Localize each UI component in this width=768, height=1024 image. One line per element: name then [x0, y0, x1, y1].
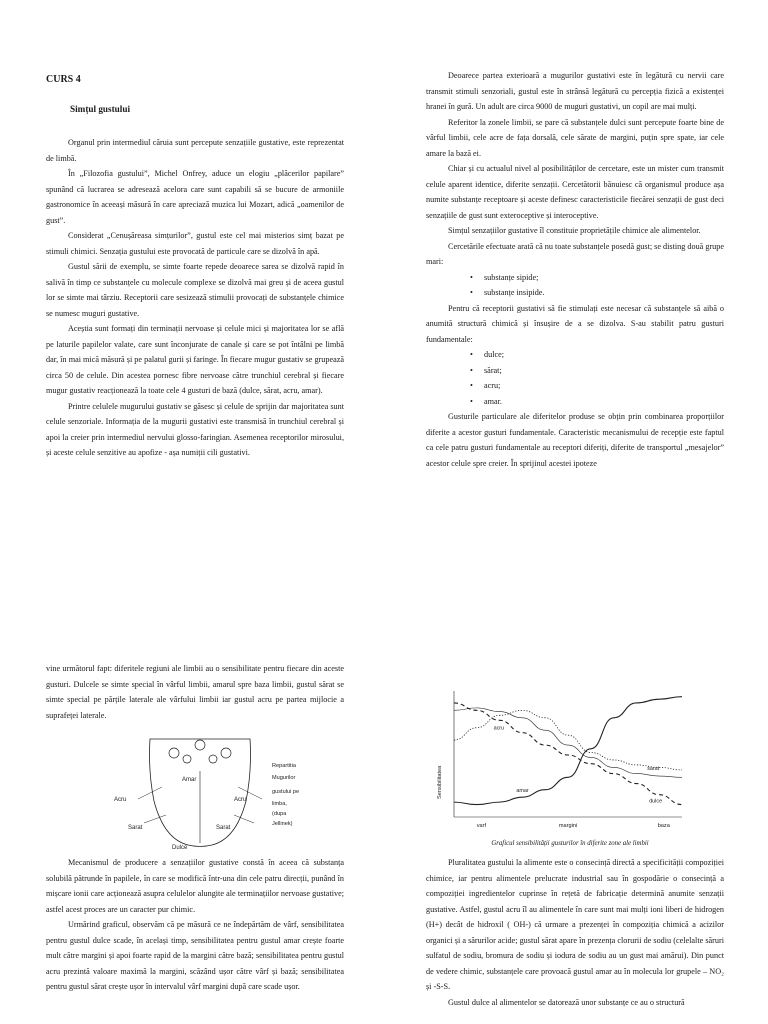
- paragraph: Mecanismul de producere a senzațiilor gustative constă în aceea că substanța solubilă pătrunde în papilele, în care se modifică într-una din cele patru direcții, punând în mișcare ionii care acționează asupra celulelor alungite ale terminațiilor nervoase gustative; astfel acest proces are un caracter pur chimic.: [46, 858, 344, 914]
- series-label-amar: amar: [516, 788, 529, 795]
- paragraph: Pluralitatea gustului la alimente este o consecință directă a specificității compoziției chimice, iar pentru alimentele prelucrate industrial sau în gospodărie o consecință a compoziției ingredientelor cuprinse în rețetă de fabricație determină anumite senzații gustative. Astfel, gustul acru îl au alimentele în care sunt mai mulți ioni liberi de hidrogen (H+) decât de hidroxil ( OH-) că urmare a prezenței în compoziția chimică a acizilor organici și a sărurilor acide; gustul sărat apare în prezența clorurii de sodiu (celelalte săruri sulfatul de sodiu, bromura de sodiu și iodura de sodiu au un gust mai amărui). Din punct de vedere chimic, substanțele care provoacă gustul amar au în molecula lor grupele – NO₂ și -S-S.: [426, 858, 724, 991]
- lead-line: [144, 815, 166, 823]
- x-tick-label: baza: [657, 823, 670, 829]
- lead-line: [234, 815, 254, 823]
- paragraph: Chiar și cu actualul nivel al posibilităților de cercetare, este un mister cum transmit celule aparent identice, diferite senzații. Cercetătorii bănuiesc că organismul produce așa numite substanțe receptoare și aceste definesc caracteristicile fiecărei senzații de gust deci senzațiile de gust sunt exteroceptive și interoceptive.: [426, 164, 724, 220]
- lead-line: [138, 787, 162, 799]
- taste-bud-circles: [169, 740, 231, 763]
- label-sarat-right: Sarat: [216, 825, 231, 831]
- series-label-dulce: dulce: [649, 798, 663, 805]
- label-acru-right: Acru: [234, 797, 247, 803]
- chart-caption: Graficul sensibilității gusturilor în diferite zone ale limbii: [491, 840, 649, 847]
- label-amar: Amar: [182, 777, 197, 783]
- paragraph: Deoarece partea exterioară a mugurilor gustativi este în legătură cu nervii care transmit stimuli senzoriali, gustul este în strânsă legătură cu percepția fizică a existenței hranei în gură. Un adult are circa 9000 de muguri gustativi, un copil are mai mulți.: [426, 71, 724, 111]
- list-item: • substanțe sipide;: [484, 270, 724, 286]
- list-item: • dulce;: [484, 347, 724, 363]
- paragraph: Referitor la zonele limbii, se pare că substanțele dulci sunt percepute foarte bine de vârful limbii, cele acre de fața dorsală, cele sărate de margini, puțin spre spate, iar cele amare la bază ei.: [426, 117, 724, 158]
- paragraph: Urmărind graficul, observăm că pe măsură ce ne îndepărtăm de vârf, sensibilitatea pentru gustul dulce scade, în același timp, sensibilitatea pentru gustul amar crește foarte mult către margini și apoi foarte rapid de la margini către bază; sensibilitatea pentru gustul acru prezintă valoare maximă la margini, scăzând ușor către vârf și bază; sensibilitatea pentru gustul sărat crește ușor în intervalul vârf margini după care scade ușor.: [46, 920, 344, 991]
- y-axis-label: Sensibilitatea: [437, 765, 443, 799]
- series-line-acru: [454, 710, 682, 773]
- substance-groups-list: [426, 270, 724, 301]
- course-title: CURS 4: [46, 74, 81, 85]
- paragraph: Pentru că receptorii gustativi să fie stimulați este necesar că substanțele să aibă o anumită structură chimică și însușire de a se dizolva. S-au stabilit patru gusturi fundamentale:: [426, 303, 724, 344]
- sensitivity-chart: [432, 687, 700, 837]
- page-2: [0, 655, 768, 1024]
- paragraph: Printre celulele mugurului gustativ se găsesc și celule de sprijin dar majoritatea sunt celule senzoriale. Informația de la mugurii gustativi este transmisă în trunchiul cerebral și apoi la creier prin intermediul nervului glosso-faringian. Asemenea receptorilor mirosului, și aceste celule senzitive au apofize - așa numiții cili gustativi.: [46, 401, 344, 457]
- paragraph: Considerat „Cenușăreasa simțurilor”, gustul este cel mai misterios simț bazat pe stimuli chimici. Senzația gustului este provocată de particule care se dizolvă în apă.: [46, 231, 344, 256]
- paragraph: vine următorul fapt: diferitele regiuni ale limbii au o sensibilitate pentru fiecare din aceste gusturi. Dulcele se simte special în vârful limbii, amarul spre baza limbii, gustul sărat se simte special pe părțile laterale ale vârfului limbii iar gustul acru pe partea mijlocie a suprafeței laterale.: [46, 664, 344, 720]
- paragraph: Aceștia sunt formați din terminații nervoase și celule mici și majoritatea lor se află pe laturile papilelor valate, care sunt înconjurate de canale și care se pot întâlni pe limbă dar, în mai mică măsură și pe palatul gurii și faringe. În fiecare mugur gustativ se grupează circa 50 de celule. Din acestea pornesc fibre nervoase către trunchiul cerebral și fiecare mugur gustativ reacționează la toate cele 4 gusturi de bază (dulce, sărat, acru, amar).: [46, 324, 344, 395]
- x-tick-label: varf: [476, 823, 487, 829]
- series-label-acru: acru: [493, 725, 505, 732]
- paragraph: Organul prin intermediul căruia sunt percepute senzațiile gustative, este reprezentat de limbă.: [46, 138, 344, 163]
- tastes-list: [426, 347, 724, 409]
- label-acru-left: Acru: [114, 797, 127, 803]
- list-item: • sărat;: [484, 363, 724, 379]
- page1-left-column: [46, 72, 344, 461]
- taste-bud: [209, 755, 217, 763]
- paragraph: Simțul senzațiilor gustative îl constituie proprietățile chimice ale alimentelor.: [448, 226, 701, 235]
- list-item: • substanțe insipide.: [484, 285, 724, 301]
- paragraph: Gustul dulce al alimentelor se datorează unor substanțe ce au o structură: [448, 997, 685, 1007]
- taste-bud: [183, 755, 191, 763]
- legend-line: Repartitia: [272, 763, 296, 769]
- page2-left-column-top: [46, 661, 344, 723]
- x-tick-label: margini: [558, 823, 578, 829]
- legend-line: gustului pe: [272, 789, 300, 795]
- label-sarat-left: Sarat: [128, 825, 143, 831]
- legend-line: limba,: [272, 801, 287, 807]
- page1-right-column: [426, 68, 724, 471]
- taste-bud: [221, 748, 231, 758]
- section-title: Simțul gustului: [70, 103, 130, 114]
- tongue-diagram: [104, 731, 344, 851]
- paragraph: Cercetările efectuate arată că nu toate substanțele posedă gust; se disting două grupe mari:: [426, 241, 724, 266]
- taste-bud: [169, 748, 179, 758]
- paragraph: Gustul sării de exemplu, se simte foarte repede deoarece sarea se dizolvă rapid în salivă în timp ce substanțele cu molecule complexe se dizolvă mai greu și de aceea gustul lor se simte mai târziu. Receptorii care sesizează stimulii provocați de substanțele chimice se numesc muguri gustative.: [46, 262, 344, 318]
- page2-right-column: [426, 855, 724, 1010]
- list-item: • acru;: [484, 378, 724, 394]
- legend-line: Jellinek): [272, 821, 293, 827]
- label-dulce: Dulce: [172, 845, 188, 851]
- series-label-sarat: sarat: [647, 766, 660, 773]
- paragraph: Gusturile particulare ale diferitelor produse se obțin prin combinarea proporțiilor diferite a acestor gusturi fundamentale. Caracteristic mecanismului de recepție este faptul ca cele patru gusturi fundamentale au receptori diferiți, diferite de transportul „mesajelor” acestor celule spre creier. În sprijinul acestei ipoteze: [426, 412, 724, 468]
- paragraph: În „Filozofia gustului”, Michel Onfrey, aduce un elogiu „plăcerilor papilare” spunând că lucrarea se adresează acelora care sunt capabili să se bucure de armoniile gastronomice în aceeași măsură în care apreciază muzica lui Mozart, adică „oamenilor de gust”.: [46, 169, 344, 225]
- page2-left-column-bottom: [46, 855, 344, 995]
- series-line-dulce: [454, 703, 682, 805]
- list-item: • amar.: [484, 394, 724, 410]
- legend-line: Mugurilor: [272, 775, 296, 781]
- taste-bud: [195, 740, 205, 750]
- legend-line: (dupa: [272, 811, 287, 817]
